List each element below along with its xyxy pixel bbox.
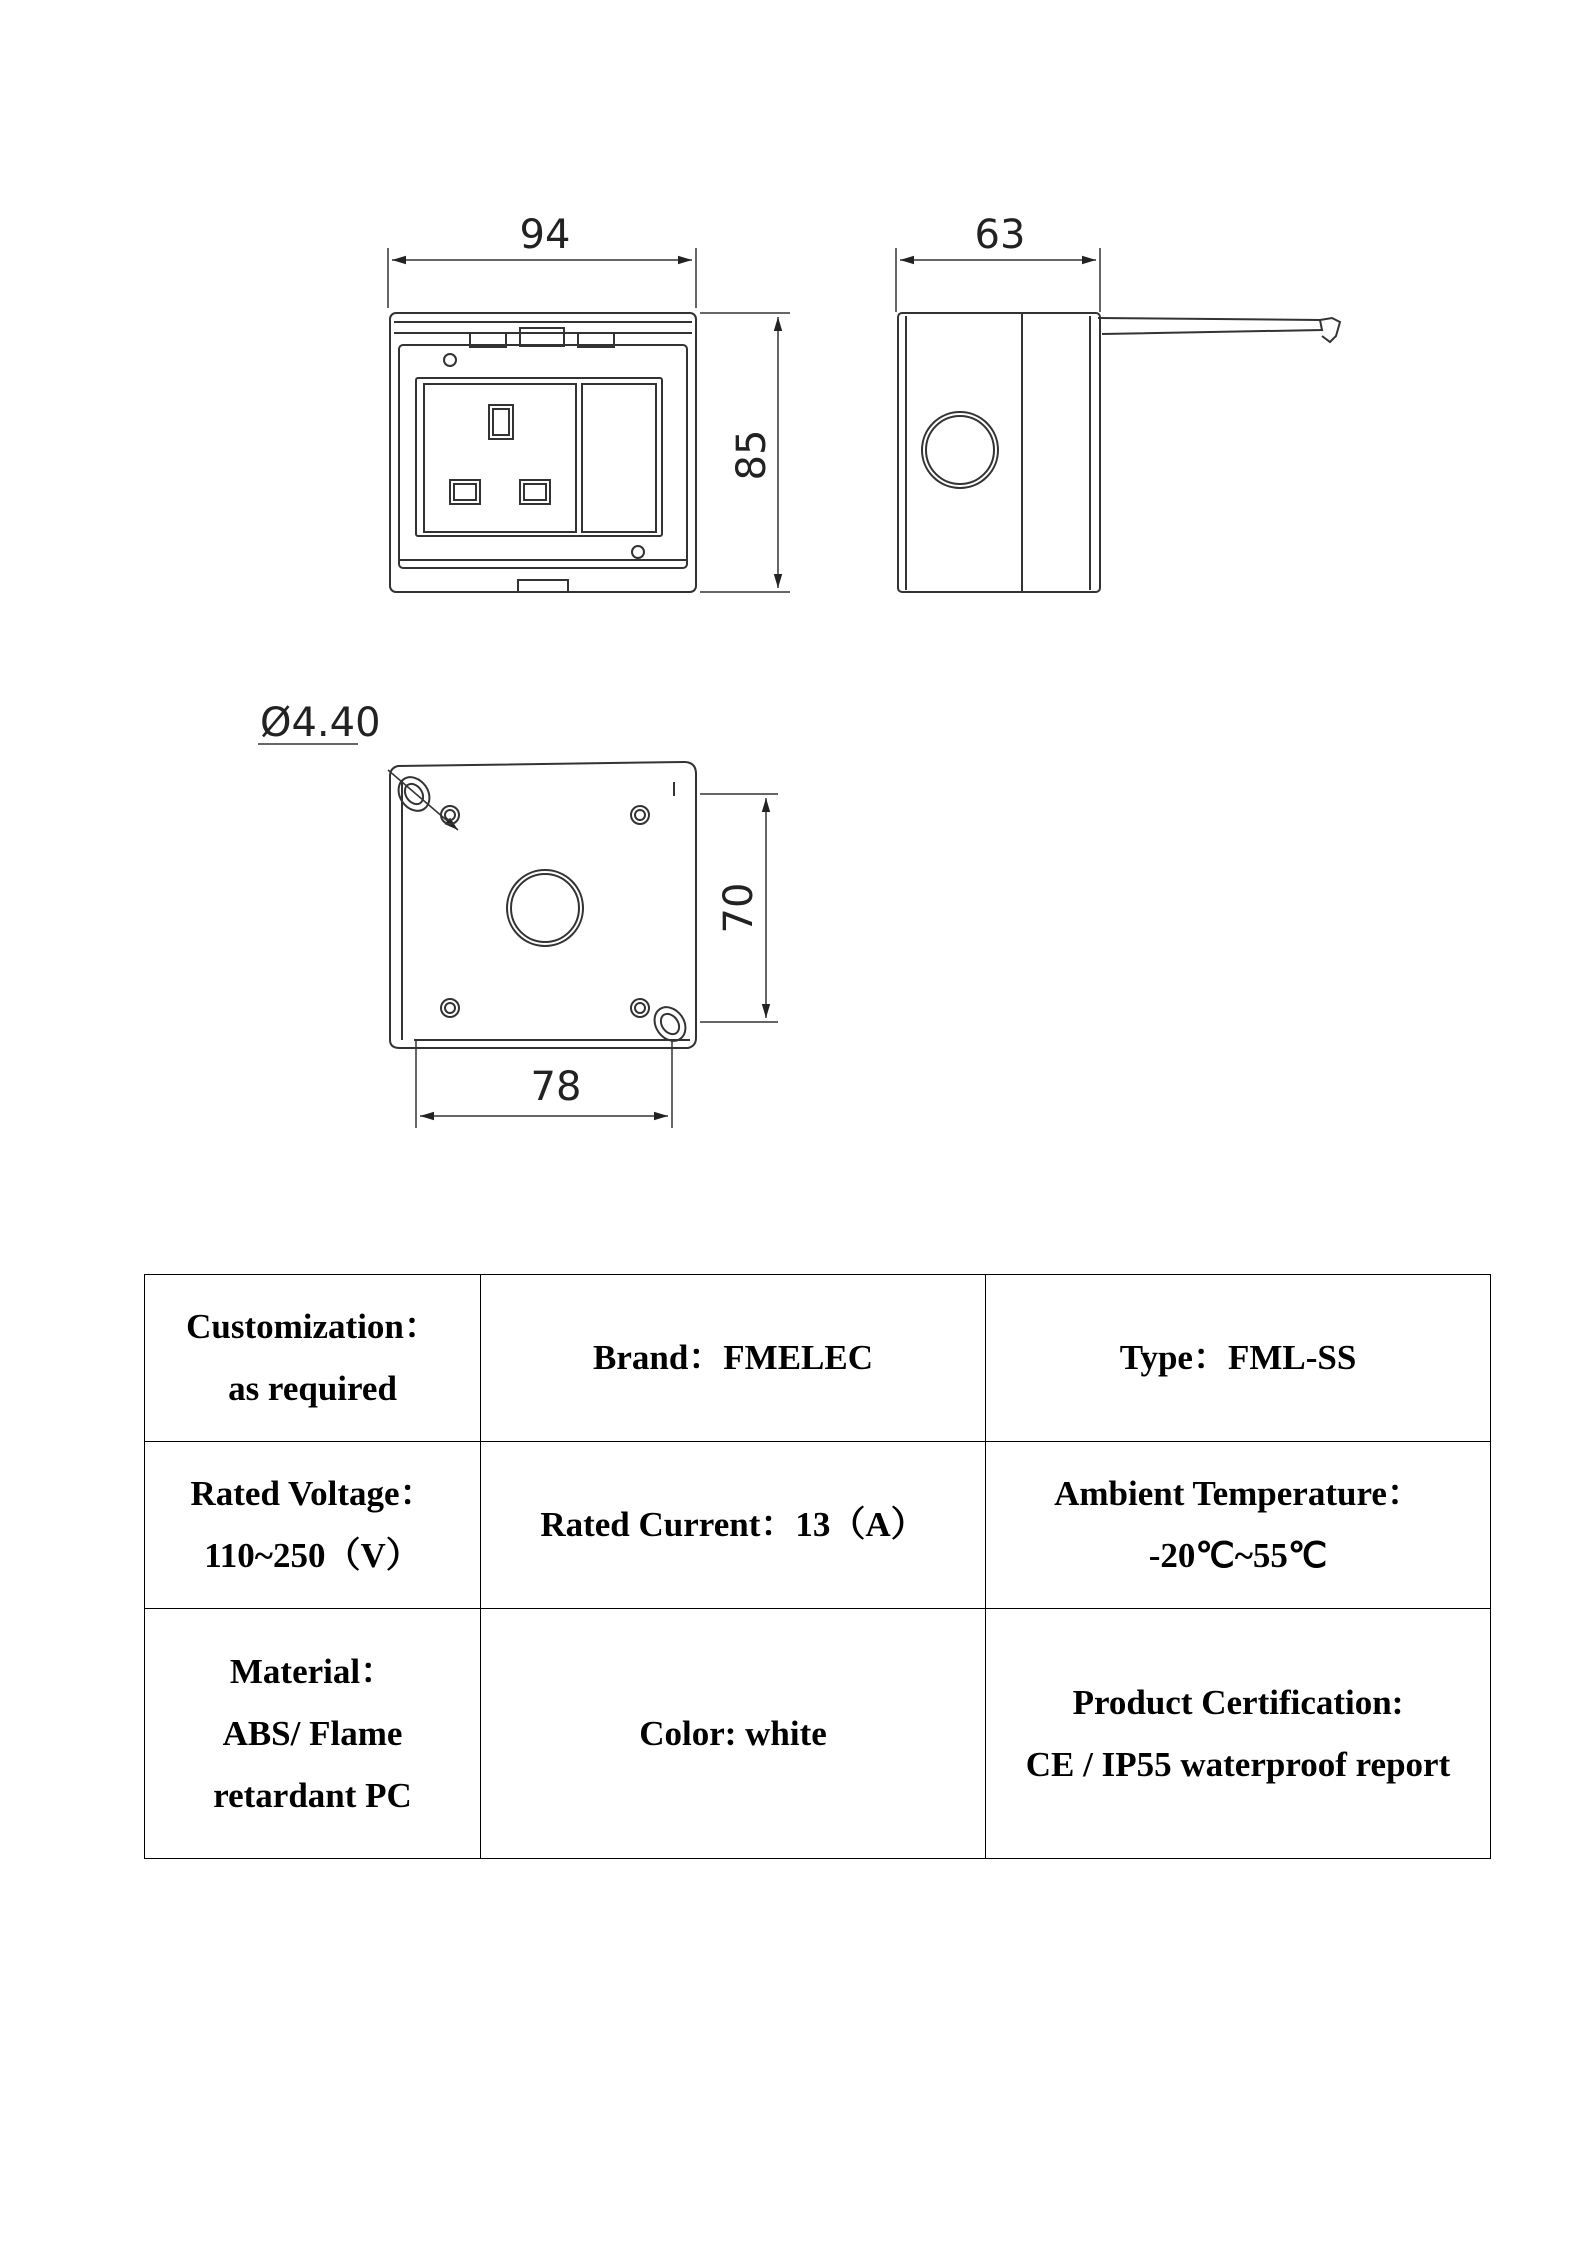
back-height-label: 70 xyxy=(716,882,762,934)
cell-line: Product Certification: xyxy=(1072,1682,1404,1722)
material-cell xyxy=(145,1609,481,1859)
cell-line: retardant PC xyxy=(213,1775,412,1815)
spec-row xyxy=(145,1609,1491,1859)
cell-line: Brand：FMELEC xyxy=(592,1338,874,1377)
front-height-label: 85 xyxy=(729,429,775,481)
cell-line: Customization： xyxy=(186,1307,439,1346)
customization-cell xyxy=(145,1275,481,1442)
back-width-label: 78 xyxy=(530,1064,582,1110)
brand-cell xyxy=(481,1275,986,1442)
rated-current-cell xyxy=(481,1442,986,1609)
front-view xyxy=(388,248,790,592)
cell-line: Material： xyxy=(229,1651,396,1691)
type-cell xyxy=(986,1275,1491,1442)
back-view xyxy=(258,744,778,1128)
spec-row xyxy=(145,1275,1491,1442)
hole-diameter-label: Ø4.40 xyxy=(260,700,381,746)
color-cell xyxy=(481,1609,986,1859)
cell-line: as required xyxy=(228,1369,397,1408)
ambient-temperature-cell xyxy=(986,1442,1491,1609)
cell-line: -20℃~55℃ xyxy=(1148,1536,1328,1575)
side-depth-label: 63 xyxy=(974,212,1026,258)
cell-line: Rated Current：13（A） xyxy=(540,1505,926,1544)
cell-line: Rated Voltage： xyxy=(190,1474,435,1513)
spec-row xyxy=(145,1442,1491,1609)
cell-line: Type：FML-SS xyxy=(1119,1338,1357,1377)
cell-line: Ambient Temperature： xyxy=(1054,1474,1422,1513)
product-certification-cell xyxy=(986,1609,1491,1859)
front-width-label: 94 xyxy=(519,212,571,258)
cell-line: Color: white xyxy=(639,1713,827,1753)
cell-line: CE / IP55 waterproof report xyxy=(1025,1744,1451,1784)
side-view xyxy=(896,248,1340,592)
cell-line: ABS/ Flame xyxy=(222,1713,403,1753)
cell-line: 110~250（V） xyxy=(204,1536,421,1575)
rated-voltage-cell xyxy=(145,1442,481,1609)
spec-table xyxy=(144,1274,1491,1859)
